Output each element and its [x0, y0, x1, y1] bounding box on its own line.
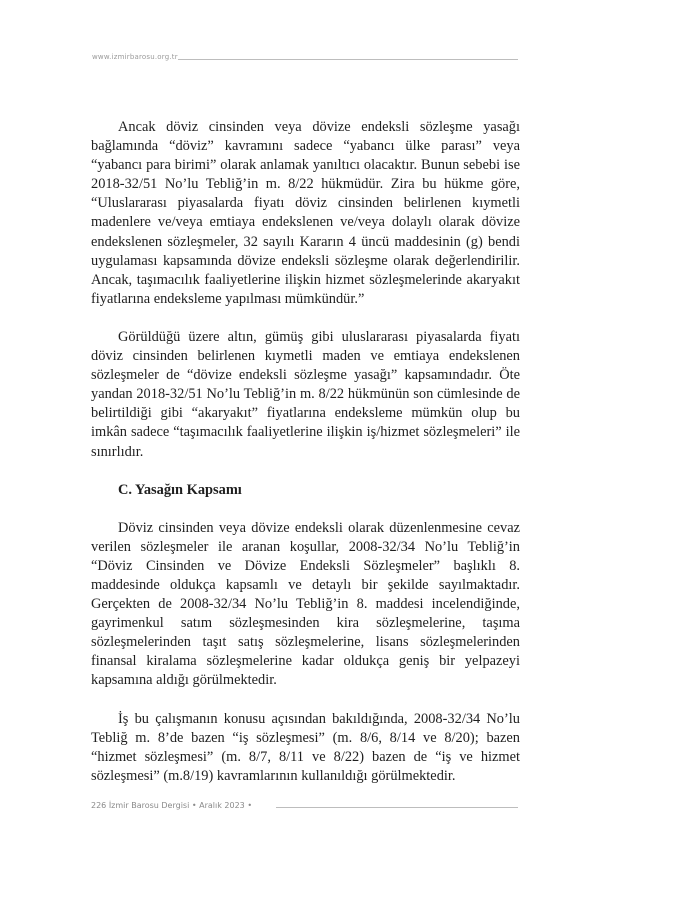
header-url: www.izmirbarosu.org.tr	[92, 53, 178, 61]
paragraph-4: İş bu çalışmanın konusu açısından bakıldığında, 2008-32/34 No’lu Tebliğ m. 8’de bazen “iş sözleşmesi” (m. 8/6, 8/14 ve 8/20); bazen “hizmet sözleşmesi” (m. 8/7, 8/11 ve 8/22) bazen de “iş ve hizmet sözleşmesi” (m.8/19) kavramlarının kullanıldığı görülmektedir.	[91, 710, 520, 784]
paragraph-2: Görüldüğü üzere altın, gümüş gibi uluslararası piyasalarda fiyatı döviz cinsinden belirlenen kıymetli maden ve emtiaya endekslenen sözleşmeler de “dövize endeksli sözleşme yasağı” kapsamındadır. Öte yandan 2018-32/51 No’lu Tebliğ’in m. 8/22 hükmünün son cümlesinde de belirtildiği gibi “akaryakıt” fiyatlarına endeksleme mümkün olup bu imkân sadece “taşımacılık faaliyetlerine ilişkin iş/hizmet sözleşmeleri” ile sınırlıdır.	[91, 328, 520, 460]
article-body	[91, 118, 520, 786]
paragraph-spacer	[91, 309, 520, 328]
paragraph-spacer	[91, 691, 520, 710]
section-heading: C. Yasağın Kapsamı	[118, 481, 242, 498]
paragraph-1: Ancak döviz cinsinden veya dövize endeksli sözleşme yasağı bağlamında “döviz” kavramını sadece “yabancı ülke parası” veya “yabancı para birimi” olarak anlamak yanıltıcı olacaktır. Bunun sebebi ise 2018-32/51 No’lu Tebliğ’in m. 8/22 hükmüdür. Zira bu hükme göre, “Uluslararası piyasalarda fiyatı döviz cinsinden belirlenen kıymetli madenlere ve/veya emtiaya endekslenen ve/veya dolaylı olarak dövize endekslenen sözleşmeler, 32 sayılı Kararın 4 üncü maddesinin (g) bendi uygulaması kapsamında dövize endeksli sözleşme olarak değerlendirilir. Ancak, taşımacılık faaliyetlerine ilişkin hizmet sözleşmelerinde akaryakıt fiyatlarına endeksleme yapılması mümkündür.”	[91, 119, 520, 307]
paragraph-3: Döviz cinsinden veya dövize endeksli olarak düzenlenmesine cevaz verilen sözleşmeler ile aranan koşullar, 2008-32/34 No’lu Tebliğ’in “Döviz Cinsinden ve Dövize Endeksli Sözleşmeler” başlıklı 8. maddesinde oldukça kapsamlı ve detaylı bir şekilde sayılmaktadır. Gerçekten de 2008-32/34 No’lu Tebliğ’in 8. maddesi incelendiğinde, gayrimenkul satım sözleşmesinden kira sözleşmelerine, taşıma sözleşmelerinden taşıt satış sözleşmelerine, lisans sözleşmelerinden finansal kiralama sözleşmelerine kadar oldukça geniş bir yelpazeyi kapsamına aldığı görülmektedir.	[91, 519, 520, 689]
header-divider	[178, 59, 518, 60]
footer-divider	[276, 807, 518, 808]
paragraph-spacer	[91, 500, 520, 519]
footer-page-info: 226 İzmir Barosu Dergisi • Aralık 2023 •	[91, 801, 253, 810]
paragraph-spacer	[91, 462, 520, 481]
